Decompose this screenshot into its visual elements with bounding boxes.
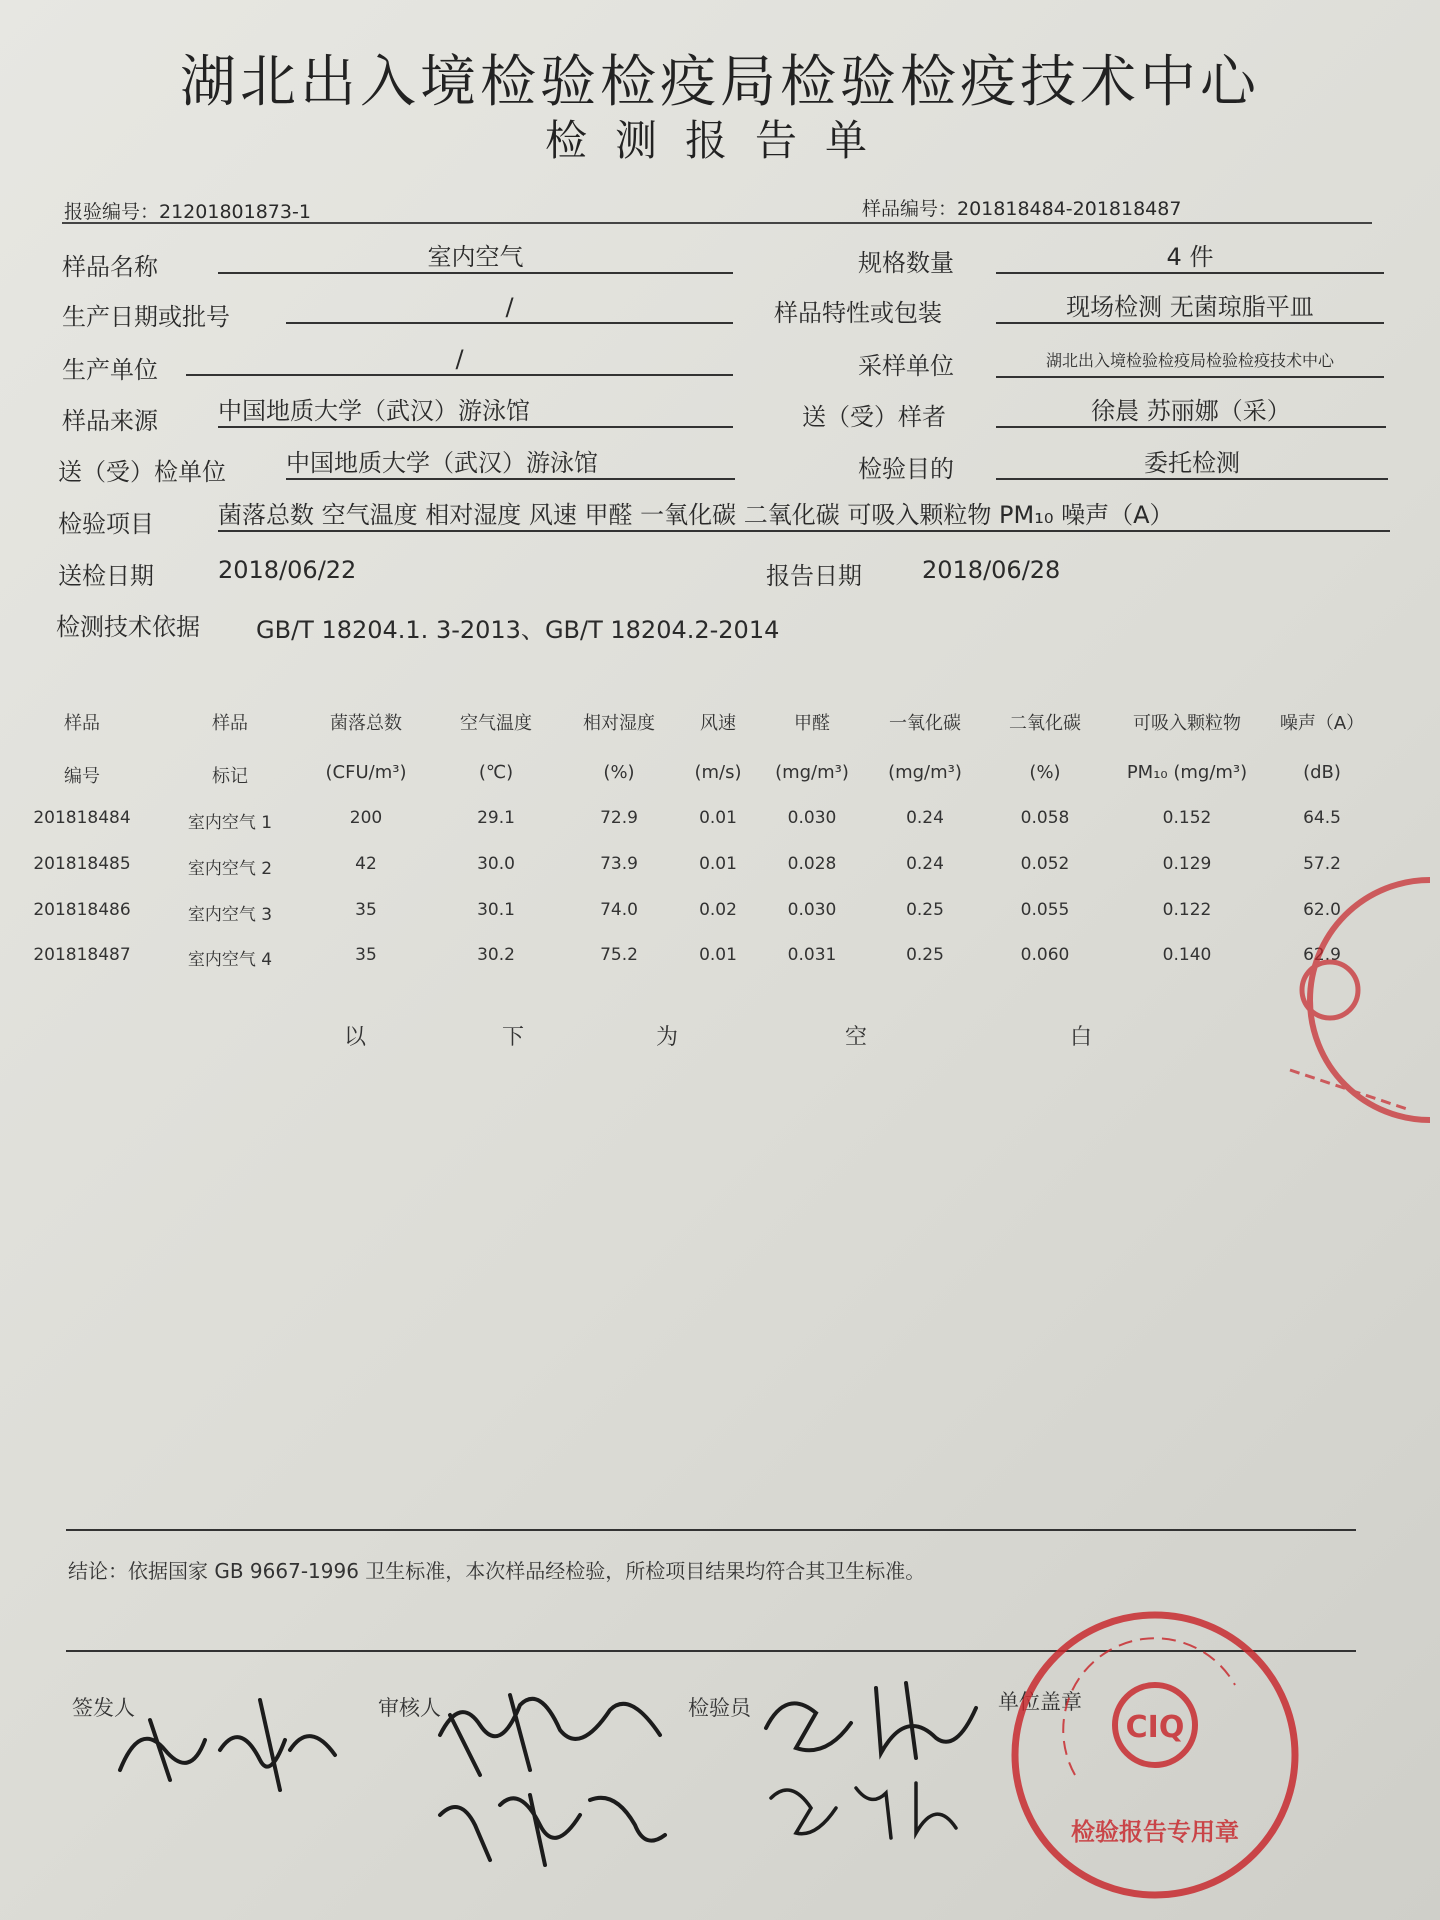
table-cell: 0.058 bbox=[1020, 808, 1070, 828]
table-header-cell: 风速 bbox=[700, 713, 736, 734]
sample-name-value: 室内空气 bbox=[218, 242, 733, 274]
table-cell: 62.9 bbox=[1303, 945, 1341, 965]
reviewer-signature bbox=[420, 1675, 680, 1875]
table-cell: 72.9 bbox=[600, 808, 638, 828]
table-unit-cell: (mg/m³) bbox=[888, 762, 962, 783]
sampling-unit-label: 采样单位 bbox=[858, 352, 954, 380]
date-label: 送检日期 bbox=[58, 562, 154, 590]
producer-label: 生产单位 bbox=[62, 356, 158, 384]
table-cell: 201818484 bbox=[33, 808, 131, 828]
document-subtitle: 检测报告单 bbox=[544, 116, 895, 165]
table-cell: 0.030 bbox=[787, 900, 837, 920]
table-cell: 200 bbox=[349, 808, 383, 828]
table-unit-cell: (CFU/m³) bbox=[325, 762, 407, 783]
table-unit-cell: PM₁₀ (mg/m³) bbox=[1126, 762, 1248, 783]
inspector-label: 检验员 bbox=[688, 1696, 751, 1720]
table-header-cell: 样品 bbox=[212, 713, 248, 734]
inspect-unit-value: 中国地质大学（武汉）游泳馆 bbox=[286, 448, 735, 480]
table-cell: 0.152 bbox=[1162, 808, 1212, 828]
table-unit-cell: (m/s) bbox=[694, 762, 742, 783]
spec-label: 规格数量 bbox=[858, 249, 954, 277]
source-value: 中国地质大学（武汉）游泳馆 bbox=[218, 396, 733, 428]
issuer-label: 签发人 bbox=[72, 1696, 135, 1720]
table-cell: 0.030 bbox=[787, 808, 837, 828]
table-cell: 201818485 bbox=[33, 854, 131, 874]
partial-stamp-icon bbox=[1270, 870, 1430, 1130]
table-cell: 0.052 bbox=[1020, 854, 1070, 874]
table-cell: 42 bbox=[355, 854, 377, 874]
table-cell: 0.25 bbox=[906, 945, 944, 965]
table-cell: 35 bbox=[355, 900, 377, 920]
table-unit-cell: (℃) bbox=[478, 762, 514, 783]
source-label: 样品来源 bbox=[62, 407, 158, 435]
table-cell: 0.02 bbox=[699, 900, 737, 920]
table-cell: 室内空气 2 bbox=[187, 859, 273, 879]
blank-note-char: 白 bbox=[1070, 1025, 1093, 1050]
table-unit-cell: 编号 bbox=[64, 766, 100, 787]
table-cell: 29.1 bbox=[477, 808, 515, 828]
seal-label: 单位盖章 bbox=[998, 1690, 1082, 1714]
nature-label: 样品特性或包装 bbox=[774, 299, 942, 327]
table-cell: 201818486 bbox=[33, 900, 131, 920]
items-label: 检验项目 bbox=[58, 510, 154, 538]
table-cell: 0.25 bbox=[906, 900, 944, 920]
table-cell: 0.129 bbox=[1162, 854, 1212, 874]
table-cell: 室内空气 3 bbox=[187, 905, 273, 925]
table-cell: 0.028 bbox=[787, 854, 837, 874]
issuer-signature bbox=[110, 1680, 350, 1800]
blank-note-char: 空 bbox=[845, 1025, 868, 1050]
table-cell: 0.01 bbox=[699, 945, 737, 965]
sampling-unit-value: 湖北出入境检验检疫局检验检疫技术中心 bbox=[996, 346, 1384, 378]
table-cell: 35 bbox=[355, 945, 377, 965]
svg-text:检验报告专用章: 检验报告专用章 bbox=[1071, 1818, 1239, 1846]
table-cell: 57.2 bbox=[1303, 854, 1341, 874]
table-cell: 62.0 bbox=[1303, 900, 1341, 920]
conclusion-top-rule bbox=[66, 1529, 1356, 1531]
nature-value: 现场检测 无菌琼脂平皿 bbox=[996, 292, 1384, 324]
table-cell: 30.2 bbox=[477, 945, 515, 965]
table-header-cell: 甲醛 bbox=[794, 713, 830, 734]
table-header-cell: 空气温度 bbox=[460, 713, 532, 734]
header-rule bbox=[62, 222, 1372, 224]
official-stamp-icon bbox=[1005, 1605, 1305, 1905]
table-cell: 30.0 bbox=[477, 854, 515, 874]
table-unit-cell: (mg/m³) bbox=[775, 762, 849, 783]
table-cell: 0.060 bbox=[1020, 945, 1070, 965]
table-cell: 0.140 bbox=[1162, 945, 1212, 965]
table-cell: 30.1 bbox=[477, 900, 515, 920]
svg-text:CIQ: CIQ bbox=[1125, 1710, 1185, 1745]
sender-label: 送（受）样者 bbox=[802, 403, 946, 431]
table-unit-cell: (%) bbox=[603, 762, 635, 783]
table-cell: 室内空气 1 bbox=[187, 813, 273, 833]
blank-note-char: 下 bbox=[502, 1025, 525, 1050]
inspector-signature bbox=[756, 1668, 986, 1848]
document-title: 湖北出入境检验检疫局检验检疫技术中心 bbox=[180, 50, 1260, 115]
items-value: 菌落总数 空气温度 相对湿度 风速 甲醛 一氧化碳 二氧化碳 可吸入颗粒物 PM₁₀ 噪声（A） bbox=[218, 500, 1390, 532]
table-cell: 64.5 bbox=[1303, 808, 1341, 828]
table-cell: 74.0 bbox=[600, 900, 638, 920]
producer-value: / bbox=[186, 344, 733, 376]
table-cell: 0.122 bbox=[1162, 900, 1212, 920]
table-cell: 75.2 bbox=[600, 945, 638, 965]
table-cell: 0.055 bbox=[1020, 900, 1070, 920]
sender-value: 徐晨 苏丽娜（采） bbox=[996, 396, 1386, 428]
table-header-cell: 相对湿度 bbox=[583, 713, 655, 734]
table-cell: 0.01 bbox=[699, 808, 737, 828]
table-header-cell: 可吸入颗粒物 bbox=[1133, 713, 1241, 734]
table-header-cell: 二氧化碳 bbox=[1009, 713, 1081, 734]
sample-number: 样品编号：201818484-201818487 bbox=[862, 198, 1182, 220]
table-header-cell: 噪声（A） bbox=[1279, 713, 1365, 734]
blank-note-char: 为 bbox=[656, 1025, 679, 1050]
blank-note-char: 以 bbox=[344, 1025, 367, 1050]
report-date-value: 2018/06/28 bbox=[922, 556, 1061, 584]
reviewer-label: 审核人 bbox=[378, 1696, 441, 1720]
inspect-unit-label: 送（受）检单位 bbox=[58, 458, 226, 486]
basis-value: GB/T 18204.1. 3-2013、GB/T 18204.2-2014 bbox=[256, 616, 780, 644]
table-cell: 201818487 bbox=[33, 945, 131, 965]
table-header-cell: 一氧化碳 bbox=[889, 713, 961, 734]
spec-value: 4 件 bbox=[996, 242, 1384, 274]
table-cell: 0.031 bbox=[787, 945, 837, 965]
sample-name-label: 样品名称 bbox=[62, 253, 158, 281]
purpose-label: 检验目的 bbox=[858, 455, 954, 483]
table-header-cell: 菌落总数 bbox=[330, 713, 402, 734]
table-header-cell: 样品 bbox=[64, 713, 100, 734]
batch-value: / bbox=[286, 292, 733, 324]
date-value: 2018/06/22 bbox=[218, 556, 357, 584]
table-cell: 室内空气 4 bbox=[187, 950, 273, 970]
batch-label: 生产日期或批号 bbox=[62, 303, 230, 331]
table-unit-cell: (dB) bbox=[1303, 762, 1341, 783]
report-date-label: 报告日期 bbox=[766, 562, 862, 590]
table-cell: 0.24 bbox=[906, 808, 944, 828]
table-cell: 0.24 bbox=[906, 854, 944, 874]
table-cell: 73.9 bbox=[600, 854, 638, 874]
basis-label: 检测技术依据 bbox=[56, 613, 200, 641]
table-unit-cell: (%) bbox=[1029, 762, 1061, 783]
table-cell: 0.01 bbox=[699, 854, 737, 874]
table-unit-cell: 标记 bbox=[212, 766, 248, 787]
report-number: 报验编号：21201801873-1 bbox=[64, 201, 311, 223]
purpose-value: 委托检测 bbox=[996, 448, 1388, 480]
conclusion-text: 结论：依据国家 GB 9667-1996 卫生标准，本次样品经检验，所检项目结果均符合其卫生标准。 bbox=[68, 1559, 926, 1583]
